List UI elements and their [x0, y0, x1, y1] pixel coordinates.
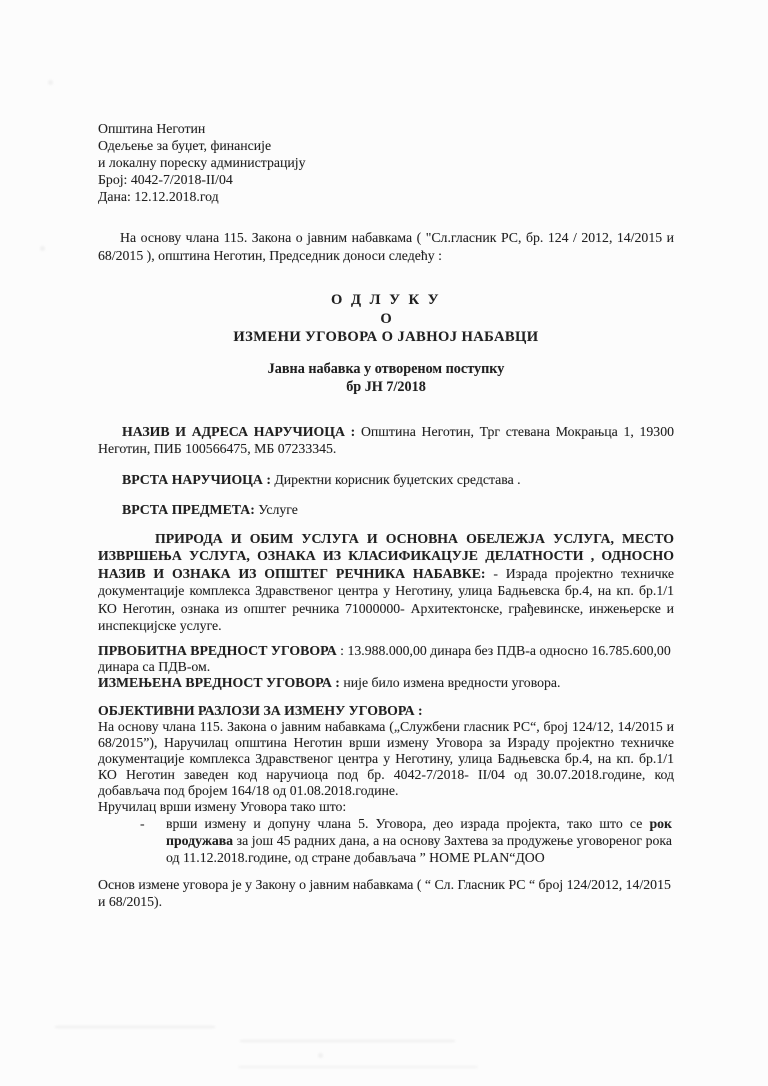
section-vrsta-predmeta-label: ВРСТА ПРЕДМЕТА: [122, 502, 255, 517]
scan-artifact-speck [40, 246, 45, 251]
bullet-dash-marker: - [140, 815, 145, 831]
section-vrsta-predmeta [98, 501, 674, 519]
section-prvobitna-text: : 13.988.000,00 динара без ПДВ-а односно 16.785.600,00 динара са ПДВ-ом. [98, 642, 671, 674]
procurement-subtitle [98, 360, 674, 397]
scan-artifact-streak [238, 1066, 478, 1068]
section-vrsta-narucioca-label: ВРСТА НАРУЧИОЦА : [122, 471, 271, 487]
letterhead-department-line1: Одељење за буџет, финансије [98, 138, 272, 153]
section-priroda-text: - Израда пројектно техничке документације комплекса Здравственог центра у Неготину, улица Бадњевска бр.4, на кп. бр.1/1 КО Неготин, ознака из општег речника 71000000- Архитектонске, грађевинске, инжењерске и инспекцијске услуге. [98, 565, 675, 633]
section-vrsta-narucioca-text: Директни корисник буџетских средстава . [270, 471, 521, 487]
title-line-odluku: О Д Л У К У [330, 292, 441, 308]
letterhead-department-line2: и локалну пореску администрацију [98, 155, 306, 170]
section-naziv-adresa [98, 423, 674, 458]
bullet-text-bold: рок продужава [166, 815, 672, 848]
letterhead-municipality: Општина Неготин [98, 121, 206, 136]
section-vrsta-predmeta-text: Услуге [254, 502, 298, 517]
section-objektivni-label: ОБЈЕКТИВНИ РАЗЛОЗИ ЗА ИЗМЕНУ УГОВОРА : [98, 702, 423, 718]
title-line-o: О [380, 310, 392, 327]
scan-artifact-speck [48, 80, 53, 85]
section-vrsta-narucioca [98, 471, 674, 489]
bullet-text-part2: за још 45 радних дана, а на основу Захтева за продужење уговореног рока од 11.12.2018.године, од стране добављача ” HOME PLAN“ДОО [166, 832, 672, 865]
section-naziv-label: НАЗИВ И АДРЕСА НАРУЧИОЦА : [122, 423, 356, 439]
section-objektivni-body: На основу члана 115. Закона о јавним набавкама („Службени гласник РС“, број 124/12, 14/2015 и 68/2015”), Наручилац општина Неготин врши измену Уговора за Израду пројектно техничке документације комплекса Здравственог центра у Неготину, улица Бадњевска бр.4, на кп. бр.1/1 КО Неготин заведен код наручиоца под бр. 4042-7/2018- II/04 од 30.07.2018.године, код добављача под бројем 164/18 од 01.08.2018.године. [98, 718, 674, 798]
letterhead [98, 120, 674, 205]
scan-artifact-streak [55, 1026, 215, 1028]
section-osnov-izmene: Основ измене уговора је у Закону о јавним набавкама ( “ Сл. Гласник РС “ број 124/2012, 14/2015 и 68/2015). [98, 876, 671, 909]
subtitle-procedure: Јавна набавка у отвореном поступку [267, 360, 505, 377]
intro-paragraph: На основу члана 115. Закона о јавним набавкама ( "Сл.гласник РС, бр. 124 / 2012, 14/2015 и 68/2015 ), општина Неготин, Председник доноси следећу : [98, 230, 674, 263]
letterhead-date: Дана: 12.12.2018.год [98, 189, 219, 204]
bullet-text [166, 815, 674, 866]
section-naziv-text: Општина Неготин, Трг стевана Мокрањца 1, 19300 Неготин, ПИБ 100566475, МБ 07233345. [98, 423, 674, 456]
section-objektivni-razlozi [98, 703, 674, 815]
scan-artifact-speck [318, 1053, 323, 1058]
document-content [98, 120, 674, 910]
title-line-izmeni-ugovora: ИЗМЕНИ УГОВОРА О ЈАВНОЈ НАБАВЦИ [233, 329, 539, 345]
section-priroda-label: ПРИРОДА И ОБИМ УСЛУГА И ОСНОВНА ОБЕЛЕЖЈА УСЛУГА, МЕСТО ИЗВРШЕЊА УСЛУГА, ОЗНАКА ИЗ КЛАСИФИКАЦУЈЕ ДЕЛАТНОСТИ , ОДНОСНО НАЗИВ И ОЗНАКА ИЗ ОПШТЕГ РЕЧНИКА НАБАВКЕ: [98, 530, 674, 581]
decision-title [98, 291, 674, 347]
section-objektivni-line2: Нручилац врши измену Уговора тако што: [98, 798, 347, 814]
section-prvobitna-label: ПРВОБИТНА ВРЕДНОСТ УГОВОРА [98, 642, 337, 658]
section-priroda-obim [98, 530, 674, 635]
amendment-bullet-item [98, 815, 674, 866]
section-vrednost-ugovora [98, 643, 674, 691]
scan-artifact-streak [240, 1040, 455, 1042]
section-izmenjena-label: ИЗМЕЊЕНА ВРЕДНОСТ УГОВОРА : [98, 674, 340, 690]
section-izmenjena-text: није било измена вредности уговора. [339, 674, 561, 690]
letterhead-number: Број: 4042-7/2018-II/04 [98, 172, 233, 187]
subtitle-number: бр ЈН 7/2018 [346, 379, 426, 395]
bullet-text-part1: врши измену и допуну члана 5. Уговора, део израда пројекта, тако што се [166, 815, 650, 831]
